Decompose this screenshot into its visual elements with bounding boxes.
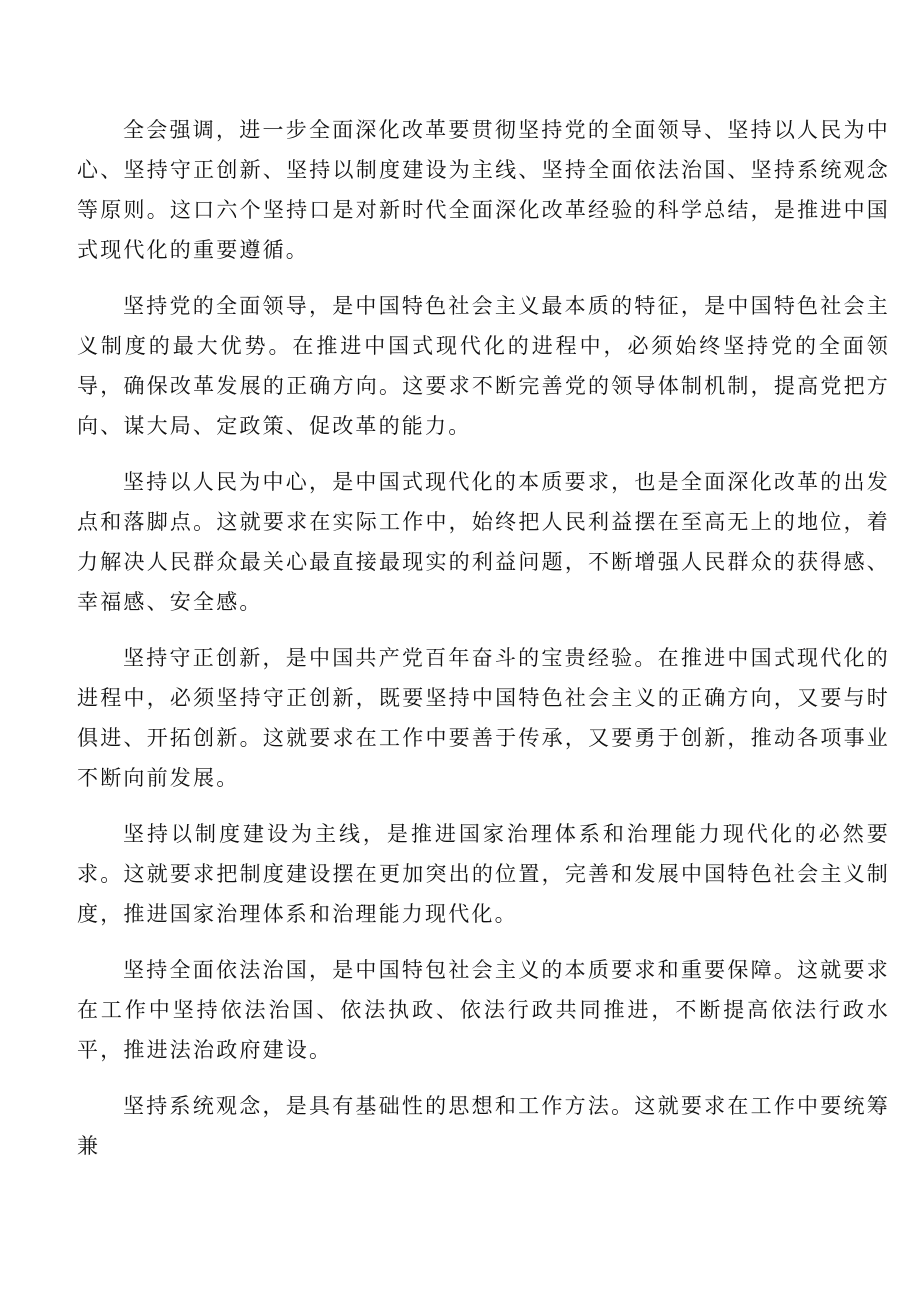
paragraph-institution-building: 坚持以制度建设为主线，是推进国家治理体系和治理能力现代化的必然要求。这就要求把制度建设摆在更加突出的位置，完善和发展中国特色社会主义制度，推进国家治理体系和治理能力现代化。	[77, 822, 890, 926]
paragraph-party-leadership: 坚持党的全面领导，是中国特色社会主义最本质的特征，是中国特色社会主义制度的最大优势。在推进中国式现代化的进程中，必须始终坚持党的全面领导，确保改革发展的正确方向。这要求不断完善党的领导体制机制，提高党把方向、谋大局、定政策、促改革的能力。	[77, 294, 890, 438]
paragraph-people-centered: 坚持以人民为中心，是中国式现代化的本质要求，也是全面深化改革的出发点和落脚点。这就要求在实际工作中，始终把人民利益摆在至高无上的地位，着力解决人民群众最关心最直接最现实的利益问题，不断增强人民群众的获得感、幸福感、安全感。	[77, 470, 890, 614]
paragraph-systems-thinking: 坚持系统观念，是具有基础性的思想和工作方法。这就要求在工作中要统筹兼	[77, 1094, 890, 1158]
paragraph-rule-of-law: 坚持全面依法治国，是中国特包社会主义的本质要求和重要保障。这就要求在工作中坚持依法治国、依法执政、依法行政共同推进，不断提高依法行政水平，推进法治政府建设。	[77, 958, 890, 1062]
paragraph-innovation: 坚持守正创新，是中国共产党百年奋斗的宝贵经验。在推进中国式现代化的进程中，必须坚持守正创新，既要坚持中国特色社会主义的正确方向，又要与时俱进、开拓创新。这就要求在工作中要善于传承，又要勇于创新，推动各项事业不断向前发展。	[77, 646, 890, 790]
paragraph-plenary-principles: 全会强调，进一步全面深化改革要贯彻坚持党的全面领导、坚持以人民为中心、坚持守正创新、坚持以制度建设为主线、坚持全面依法治国、坚持系统观念等原则。这口六个坚持口是对新时代全面深化改革经验的科学总结，是推进中国式现代化的重要遵循。	[77, 118, 890, 262]
